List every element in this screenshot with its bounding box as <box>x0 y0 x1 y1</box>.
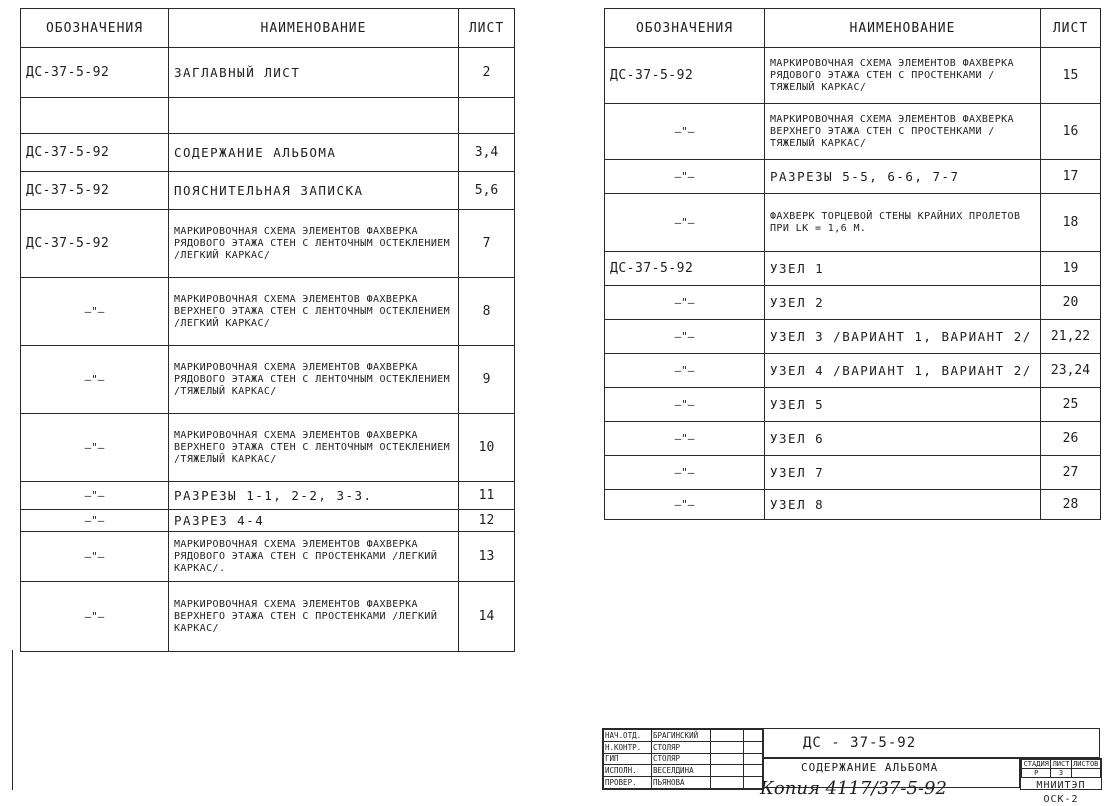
ditto-mark: —"— <box>674 296 695 309</box>
ditto-mark: —"— <box>674 398 695 411</box>
signature-name: БРАГИНСКИЙ <box>651 730 710 742</box>
table-row <box>21 210 515 278</box>
ditto-mark: —"— <box>674 432 695 445</box>
ditto-mark: —"— <box>674 330 695 343</box>
date-cell <box>744 741 763 753</box>
table-row <box>21 532 515 582</box>
row-name: УЗЕЛ 8 <box>765 490 1041 520</box>
table-row <box>605 320 1101 354</box>
row-name: ПОЯСНИТЕЛЬНАЯ ЗАПИСКА <box>169 172 459 210</box>
signature-role: ГИП <box>604 753 652 765</box>
row-code <box>605 160 765 194</box>
date-cell <box>744 765 763 777</box>
table-header <box>605 9 1101 48</box>
signature-role: Н.КОНТР. <box>604 741 652 753</box>
table-row <box>21 278 515 346</box>
table-row <box>605 456 1101 490</box>
meta-sheet-value: 3 <box>1051 769 1071 778</box>
ditto-mark: —"— <box>84 550 105 563</box>
signature-cell <box>711 741 744 753</box>
table-row <box>21 582 515 652</box>
sheet-title-text: СОДЕРЖАНИЕ АЛЬБОМА <box>801 761 939 774</box>
ditto-mark: —"— <box>84 610 105 623</box>
row-code: ДС-37-5-92 <box>21 210 169 278</box>
table-row <box>605 422 1101 456</box>
table-row <box>605 388 1101 422</box>
row-sheet: 28 <box>1041 490 1101 520</box>
table-row <box>605 354 1101 388</box>
row-sheet: 19 <box>1041 252 1101 286</box>
row-sheet: 16 <box>1041 104 1101 160</box>
row-code <box>21 278 169 346</box>
row-name: МАРКИРОВОЧНАЯ СХЕМА ЭЛЕМЕНТОВ ФАХВЕРКА ВЕРХНЕГО ЭТАЖА СТЕН С ЛЕНТОЧНЫМ ОСТЕКЛЕНИЕМ /ЛЕГКИЙ КАРКАС/ <box>169 278 459 346</box>
row-sheet: 7 <box>459 210 515 278</box>
ditto-mark: —"— <box>84 489 105 502</box>
contents-table-left <box>20 8 515 652</box>
row-code <box>605 320 765 354</box>
row-name: УЗЕЛ 7 <box>765 456 1041 490</box>
ditto-mark: —"— <box>84 373 105 386</box>
header-name: НАИМЕНОВАНИЕ <box>169 9 459 48</box>
table-row <box>21 346 515 414</box>
header-code: ОБОЗНАЧЕНИЯ <box>605 9 765 48</box>
row-code: ДС-37-5-92 <box>21 48 169 98</box>
row-name: УЗЕЛ 3 /ВАРИАНТ 1, ВАРИАНТ 2/ <box>765 320 1041 354</box>
row-sheet: 13 <box>459 532 515 582</box>
header-sheet: ЛИСТ <box>459 9 515 48</box>
handwritten-note: Копия 4117/37-5-92 <box>760 778 947 799</box>
row-name: РАЗРЕЗЫ 5-5, 6-6, 7-7 <box>765 160 1041 194</box>
row-code: ДС-37-5-92 <box>21 172 169 210</box>
row-name: РАЗРЕЗЫ 1-1, 2-2, 3-3. <box>169 482 459 510</box>
row-sheet: 27 <box>1041 456 1101 490</box>
row-code <box>21 414 169 482</box>
row-name: МАРКИРОВОЧНАЯ СХЕМА ЭЛЕМЕНТОВ ФАХВЕРКА ВЕРХНЕГО ЭТАЖА СТЕН С ПРОСТЕНКАМИ /ТЯЖЕЛЫЙ КАРКАС/ <box>765 104 1041 160</box>
row-name: МАРКИРОВОЧНАЯ СХЕМА ЭЛЕМЕНТОВ ФАХВЕРКА ВЕРХНЕГО ЭТАЖА СТЕН С ПРОСТЕНКАМИ /ЛЕГКИЙ КАРКАС/ <box>169 582 459 652</box>
organization-department: ОСК-2 <box>1043 794 1079 805</box>
row-sheet: 3,4 <box>459 134 515 172</box>
signature-role: ИСПОЛН. <box>604 765 652 777</box>
ditto-mark: —"— <box>674 216 695 229</box>
table-row <box>21 48 515 98</box>
row-code <box>21 582 169 652</box>
row-code <box>605 286 765 320</box>
ditto-mark: —"— <box>84 305 105 318</box>
row-sheet: 2 <box>459 48 515 98</box>
signature-name: СТОЛЯР <box>651 753 710 765</box>
row-code <box>21 482 169 510</box>
meta-sheet-label: ЛИСТ <box>1052 760 1070 768</box>
document-code: ДС - 37-5-92 <box>762 728 1100 758</box>
row-code <box>605 104 765 160</box>
margin-line <box>0 650 13 790</box>
row-sheet: 10 <box>459 414 515 482</box>
meta-stage-value: Р <box>1022 769 1051 778</box>
row-sheet: 9 <box>459 346 515 414</box>
signature-grid <box>602 728 764 790</box>
row-code <box>605 194 765 252</box>
organization: МНИИТЭП <box>1036 780 1086 791</box>
stage-sheet-info <box>1020 758 1102 805</box>
table-row <box>605 194 1101 252</box>
date-cell <box>744 730 763 742</box>
row-name: УЗЕЛ 2 <box>765 286 1041 320</box>
row-name: УЗЕЛ 1 <box>765 252 1041 286</box>
header-sheet: ЛИСТ <box>1041 9 1101 48</box>
row-sheet: 14 <box>459 582 515 652</box>
row-sheet: 5,6 <box>459 172 515 210</box>
row-sheet: 26 <box>1041 422 1101 456</box>
table-row <box>21 482 515 510</box>
row-name <box>169 98 459 134</box>
row-code: ДС-37-5-92 <box>605 252 765 286</box>
row-sheet: 25 <box>1041 388 1101 422</box>
row-name: ФАХВЕРК ТОРЦЕВОЙ СТЕНЫ КРАЙНИХ ПРОЛЕТОВ ПРИ LК = 1,6 М. <box>765 194 1041 252</box>
row-code <box>605 490 765 520</box>
row-sheet: 20 <box>1041 286 1101 320</box>
meta-stage-label: СТАДИЯ <box>1022 760 1051 769</box>
meta-sheets-value <box>1071 769 1101 778</box>
row-name: РАЗРЕЗ 4-4 <box>169 510 459 532</box>
row-name: СОДЕРЖАНИЕ АЛЬБОМА <box>169 134 459 172</box>
row-code <box>21 532 169 582</box>
ditto-mark: —"— <box>674 125 695 138</box>
signature-row <box>604 765 763 777</box>
table-row <box>605 490 1101 520</box>
header-code: ОБОЗНАЧЕНИЯ <box>21 9 169 48</box>
row-sheet <box>459 98 515 134</box>
row-name: МАРКИРОВОЧНАЯ СХЕМА ЭЛЕМЕНТОВ ФАХВЕРКА РЯДОВОГО ЭТАЖА СТЕН С ПРОСТЕНКАМИ /ЛЕГКИЙ КАРКАС/. <box>169 532 459 582</box>
row-sheet: 18 <box>1041 194 1101 252</box>
row-name: УЗЕЛ 6 <box>765 422 1041 456</box>
signature-name: СТОЛЯР <box>651 741 710 753</box>
row-sheet: 12 <box>459 510 515 532</box>
signature-row <box>604 753 763 765</box>
table-row <box>21 172 515 210</box>
row-code <box>21 346 169 414</box>
ditto-mark: —"— <box>674 170 695 183</box>
signature-role: НАЧ.ОТД. <box>604 730 652 742</box>
row-code <box>21 98 169 134</box>
signature-row <box>604 741 763 753</box>
row-name: МАРКИРОВОЧНАЯ СХЕМА ЭЛЕМЕНТОВ ФАХВЕРКА РЯДОВОГО ЭТАЖА СТЕН С ЛЕНТОЧНЫМ ОСТЕКЛЕНИЕМ /ЛЕГКИЙ КАРКАС/ <box>169 210 459 278</box>
row-name: ЗАГЛАВНЫЙ ЛИСТ <box>169 48 459 98</box>
signature-role: ПРОВЕР. <box>604 777 652 789</box>
row-code <box>605 388 765 422</box>
row-name: МАРКИРОВОЧНАЯ СХЕМА ЭЛЕМЕНТОВ ФАХВЕРКА ВЕРХНЕГО ЭТАЖА СТЕН С ЛЕНТОЧНЫМ ОСТЕКЛЕНИЕМ /ТЯЖЕЛЫЙ КАРКАС/ <box>169 414 459 482</box>
row-code: ДС-37-5-92 <box>605 48 765 104</box>
signature-row <box>604 777 763 789</box>
table-row <box>605 48 1101 104</box>
signature-name: ПЬЯНОВА <box>651 777 710 789</box>
table-row <box>21 510 515 532</box>
meta-sheets-label: ЛИСТОВ <box>1071 760 1101 769</box>
row-sheet: 15 <box>1041 48 1101 104</box>
signature-name: ВЕСЕЛДИНА <box>651 765 710 777</box>
table-row <box>605 104 1101 160</box>
table-row <box>21 134 515 172</box>
table-header <box>21 9 515 48</box>
ditto-mark: —"— <box>674 466 695 479</box>
row-sheet: 8 <box>459 278 515 346</box>
signature-row <box>604 730 763 742</box>
ditto-mark: —"— <box>674 364 695 377</box>
row-code <box>21 510 169 532</box>
ditto-mark: —"— <box>84 441 105 454</box>
row-name: МАРКИРОВОЧНАЯ СХЕМА ЭЛЕМЕНТОВ ФАХВЕРКА РЯДОВОГО ЭТАЖА СТЕН С ПРОСТЕНКАМИ /ТЯЖЕЛЫЙ КАРКАС/ <box>765 48 1041 104</box>
row-code: ДС-37-5-92 <box>21 134 169 172</box>
table-row <box>605 160 1101 194</box>
contents-table-right <box>604 8 1101 520</box>
row-code <box>605 354 765 388</box>
row-sheet: 17 <box>1041 160 1101 194</box>
row-sheet: 21,22 <box>1041 320 1101 354</box>
row-sheet: 11 <box>459 482 515 510</box>
signature-cell <box>711 753 744 765</box>
table-row <box>21 98 515 134</box>
ditto-mark: —"— <box>674 498 695 511</box>
table-row <box>605 286 1101 320</box>
row-name: УЗЕЛ 4 /ВАРИАНТ 1, ВАРИАНТ 2/ <box>765 354 1041 388</box>
row-code <box>605 456 765 490</box>
row-sheet: 23,24 <box>1041 354 1101 388</box>
header-name: НАИМЕНОВАНИЕ <box>765 9 1041 48</box>
row-code <box>605 422 765 456</box>
ditto-mark: —"— <box>84 514 105 527</box>
signature-cell <box>711 777 744 789</box>
row-name: УЗЕЛ 5 <box>765 388 1041 422</box>
table-row <box>21 414 515 482</box>
row-name: МАРКИРОВОЧНАЯ СХЕМА ЭЛЕМЕНТОВ ФАХВЕРКА РЯДОВОГО ЭТАЖА СТЕН С ЛЕНТОЧНЫМ ОСТЕКЛЕНИЕМ /ТЯЖЕЛЫЙ КАРКАС/ <box>169 346 459 414</box>
table-row <box>605 252 1101 286</box>
signature-cell <box>711 730 744 742</box>
signature-cell <box>711 765 744 777</box>
date-cell <box>744 753 763 765</box>
